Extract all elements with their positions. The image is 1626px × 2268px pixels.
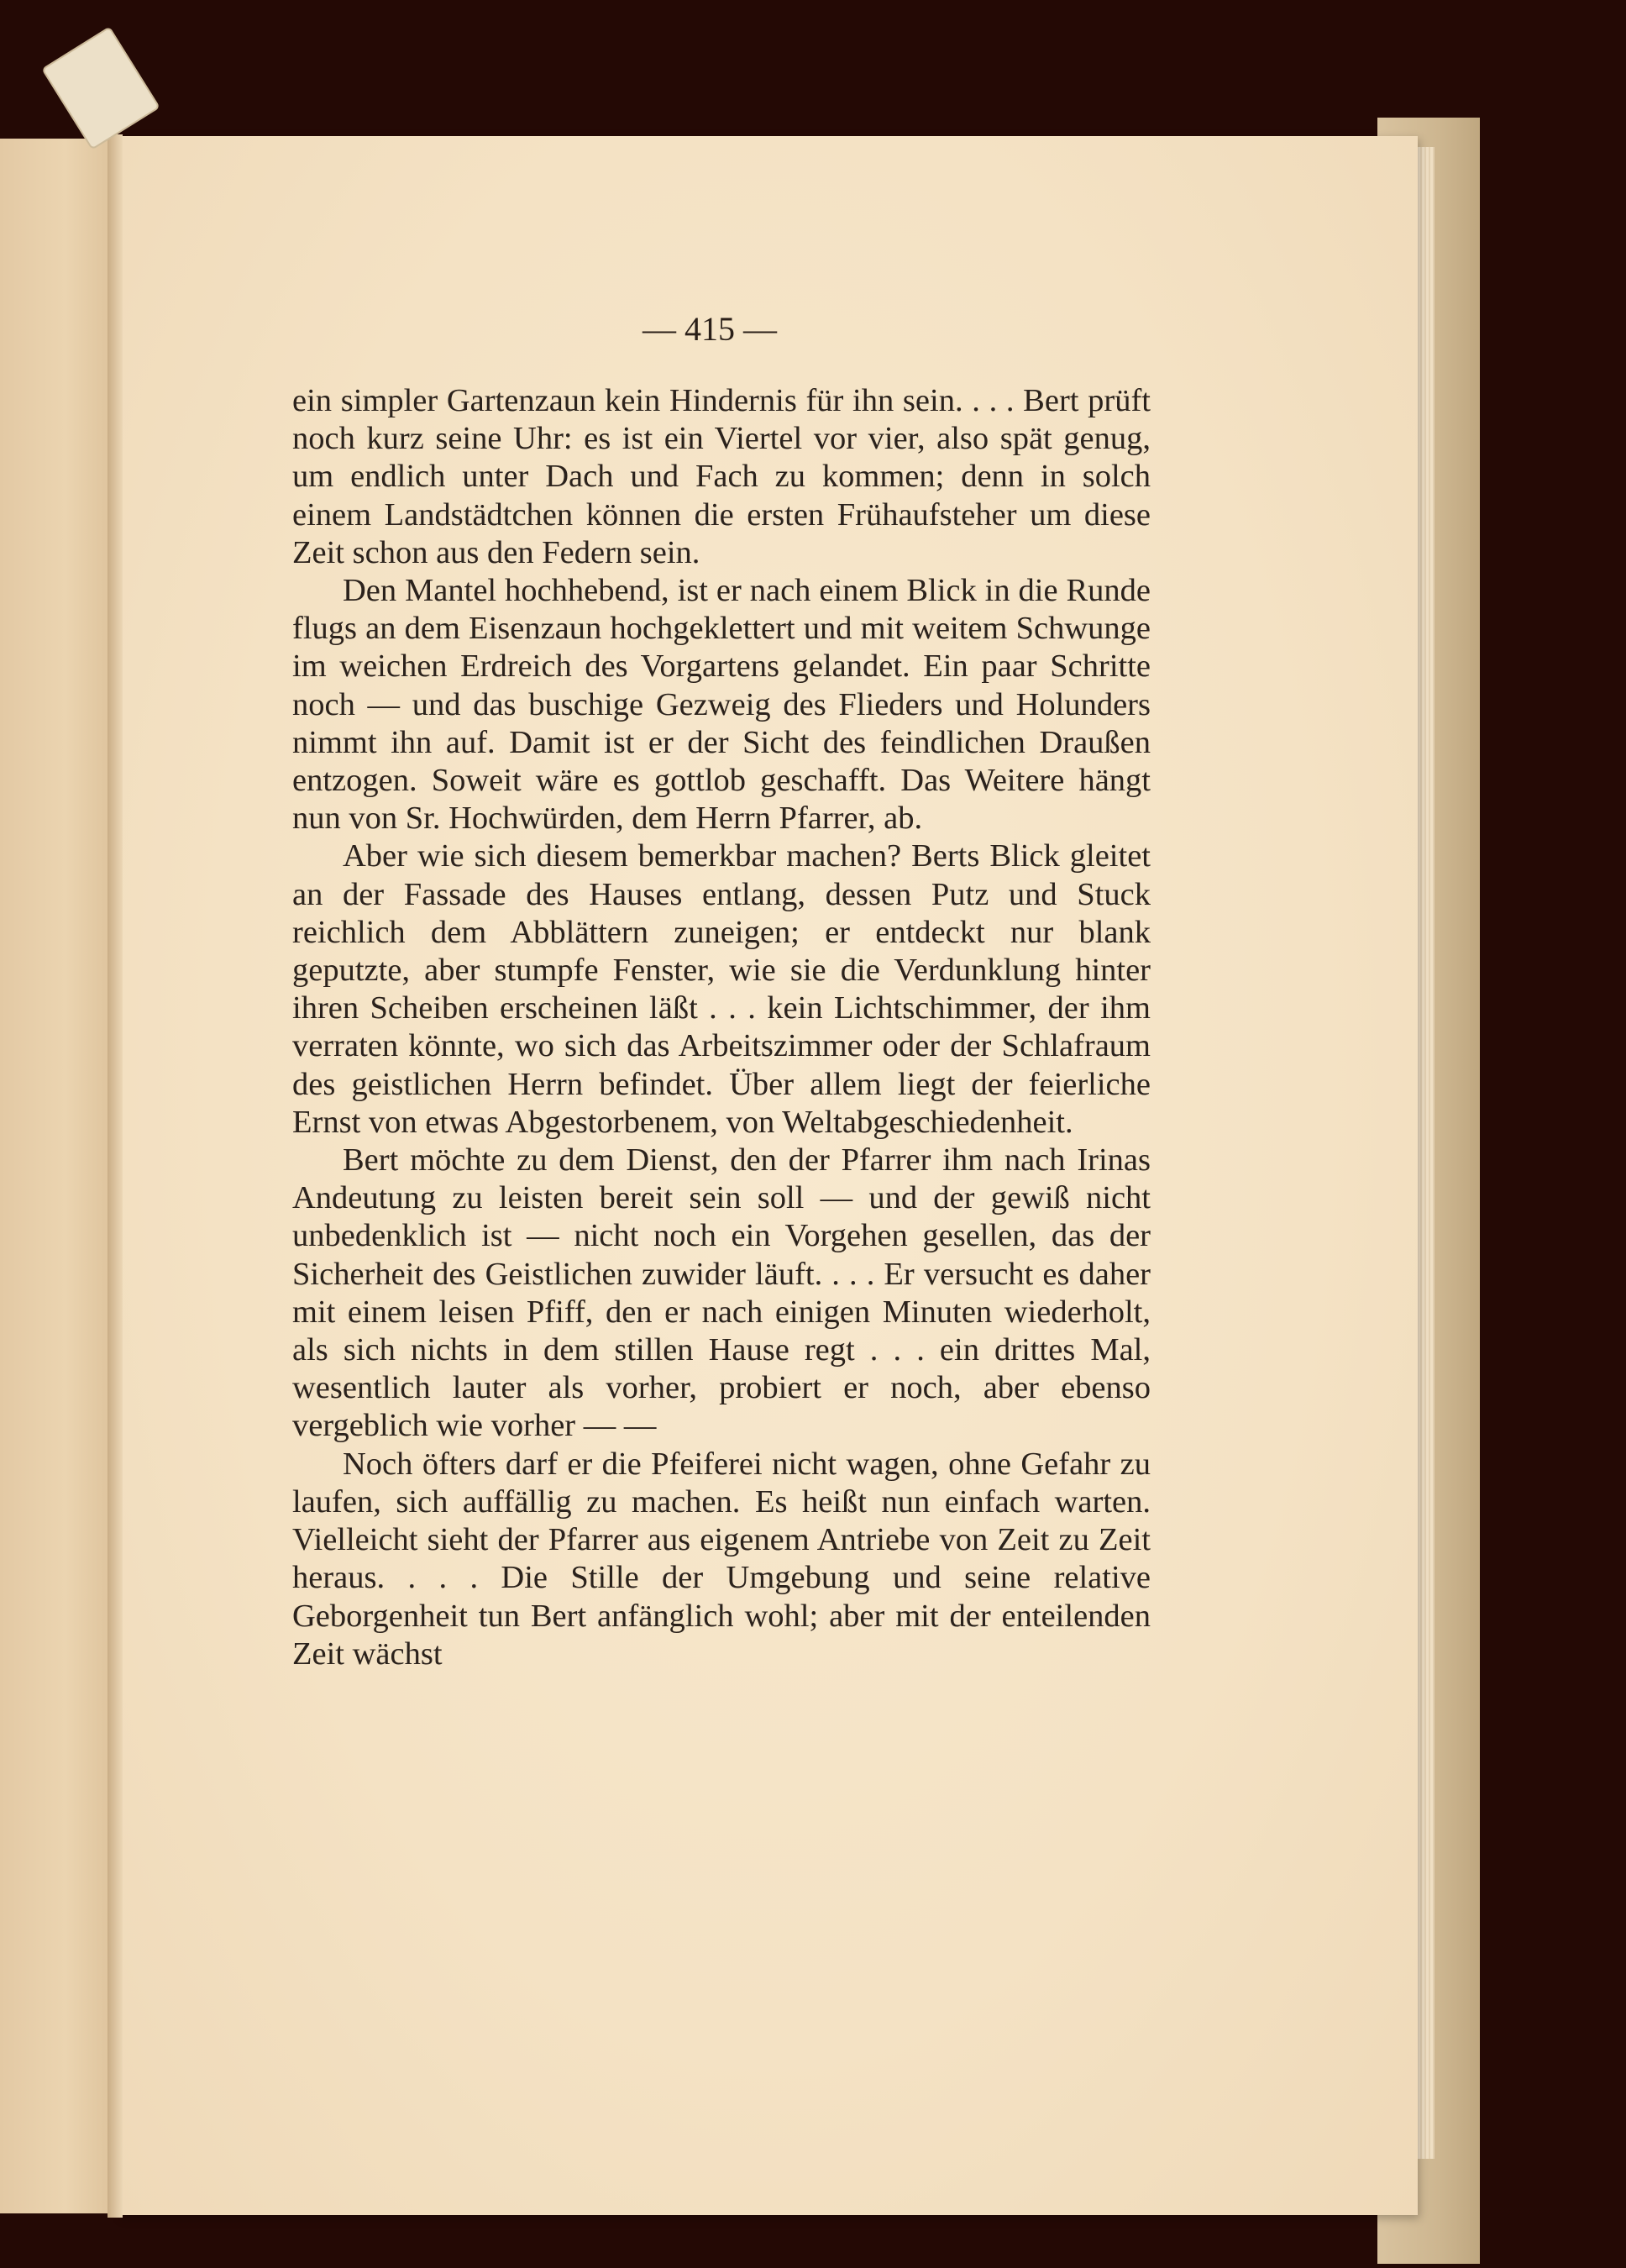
body-text [292, 382, 1151, 1673]
paragraph: Noch öfters darf er die Pfeiferei nicht wagen, ohne Gefahr zu laufen, sich auffällig zu machen. Es heißt nun einfach warten. Vielleicht sieht der Pfarrer aus eigenem Antriebe von Zeit zu Zeit heraus. . . . Die Stille der Umgebung und seine relative Geborgenheit tun Bert anfänglich wohl; aber mit der enteilenden Zeit wächst [292, 1446, 1151, 1672]
paragraph: Den Mantel hochhebend, ist er nach einem Blick in die Runde flugs an dem Eisenzaun hochgeklettert und mit weitem Schwunge im weichen Erdreich des Vorgartens gelandet. Ein paar Schritte noch — und das buschige Gezweig des Flieders und Holunders nimmt ihn auf. Damit ist er der Sicht des feindlichen Draußen entzogen. Soweit wäre es gottlob geschafft. Das Weitere hängt nun von Sr. Hochwürden, dem Herrn Pfarrer, ab. [292, 573, 1151, 837]
paragraph: ein simpler Gartenzaun kein Hindernis für ihn sein. . . . Bert prüft noch kurz seine Uhr: es ist ein Viertel vor vier, also spät genug, um endlich unter Dach und Fach zu kommen; denn in solch einem Landstädtchen können die ersten Frühaufsteher um diese Zeit schon aus den Federn sein. [292, 383, 1151, 570]
page-number: — 415 — [643, 310, 777, 348]
paper-tab [41, 26, 160, 150]
left-page [0, 139, 121, 2213]
paragraph: Bert möchte zu dem Dienst, den der Pfarrer ihm nach Irinas Andeutung zu leisten bereit sein soll — und der gewiß nicht unbedenklich ist — nicht noch ein Vorgehen gesellen, das der Sicherheit des Geistlichen zuwider läuft. . . . Er versucht es daher mit einem leisen Pfiff, den er nach einigen Minuten wiederholt, als sich nichts in dem stillen Hause regt . . . ein drittes Mal, wesentlich lauter als vorher, probiert er noch, aber ebenso vergeblich wie vorher — — [292, 1142, 1151, 1444]
book-gutter [108, 134, 123, 2218]
paragraph: Aber wie sich diesem bemerkbar machen? Berts Blick gleitet an der Fassade des Hauses entlang, dessen Putz und Stuck reichlich dem Abblättern zuneigen; er entdeckt nur blank geputzte, aber stumpfe Fenster, wie sie die Verdunklung hinter ihren Scheiben erscheinen läßt . . . kein Lichtschimmer, der ihm verraten könnte, wo sich das Arbeitszimmer oder der Schlafraum des geistlichen Herrn befindet. Über allem liegt der feierliche Ernst von etwas Abgestorbenem, von Weltabgeschiedenheit. [292, 838, 1151, 1140]
